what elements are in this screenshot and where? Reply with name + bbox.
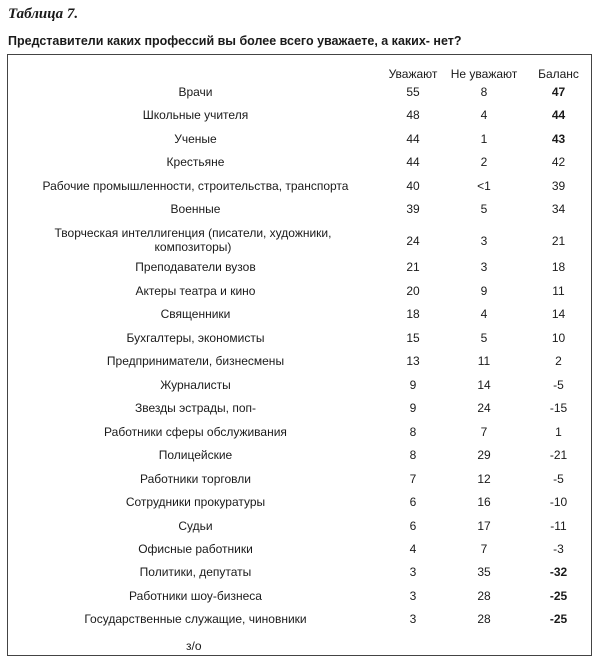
balance-cell: 44 <box>551 108 566 122</box>
not-respect-cell: 16 <box>477 495 491 509</box>
profession-cell: Актеры театра и кино <box>135 284 256 298</box>
not-respect-cell: 17 <box>477 519 491 533</box>
profession-cell: Работники сферы обслуживания <box>104 425 287 439</box>
profession-cell: Полицейские <box>158 448 233 462</box>
not-respect-cell: 3 <box>480 234 488 248</box>
balance-cell: -5 <box>553 472 564 486</box>
balance-cell: 43 <box>551 132 566 146</box>
profession-cell: Судьи <box>178 519 213 533</box>
not-respect-cell: 11 <box>477 354 491 368</box>
header-not-respect: Не уважают <box>450 67 518 81</box>
respect-cell: 15 <box>406 331 420 345</box>
respect-cell: 48 <box>406 108 420 122</box>
respect-cell: 7 <box>409 472 417 486</box>
profession-cell: Предприниматели, бизнесмены <box>106 354 285 368</box>
balance-cell: 21 <box>551 234 566 248</box>
balance-cell: -11 <box>550 519 567 533</box>
not-respect-cell: <1 <box>477 179 491 193</box>
profession-cell: Государственные служащие, чиновники <box>84 612 307 626</box>
profession-cell: Политики, депутаты <box>139 565 252 579</box>
not-respect-cell: 24 <box>477 401 491 415</box>
not-respect-cell: 9 <box>480 284 488 298</box>
balance-cell: -25 <box>549 612 568 626</box>
not-respect-cell: 7 <box>480 542 488 556</box>
not-respect-cell: 14 <box>477 378 491 392</box>
respect-cell: 18 <box>406 307 420 321</box>
not-respect-cell: 4 <box>480 307 488 321</box>
profession-cell: Военные <box>170 202 221 216</box>
respect-cell: 24 <box>406 234 420 248</box>
balance-cell: 42 <box>551 155 566 169</box>
balance-cell: 11 <box>552 284 565 298</box>
respect-cell: 40 <box>406 179 420 193</box>
data-table <box>7 54 592 656</box>
profession-cell: Преподаватели вузов <box>135 260 256 274</box>
balance-cell: 47 <box>551 85 566 99</box>
profession-cell: Ученые <box>174 132 217 146</box>
respect-cell: 9 <box>409 378 417 392</box>
profession-cell: Творческая интеллигенция (писатели, художники, композиторы) <box>54 226 332 254</box>
balance-cell: 10 <box>551 331 566 345</box>
respect-cell: 20 <box>406 284 420 298</box>
not-respect-cell: 4 <box>480 108 488 122</box>
respect-cell: 3 <box>409 612 417 626</box>
profession-cell: Бухгалтеры, экономисты <box>126 331 265 345</box>
respect-cell: 6 <box>409 495 417 509</box>
profession-cell: Крестьяне <box>166 155 225 169</box>
balance-cell: 2 <box>555 354 562 368</box>
profession-cell: Работники торговли <box>140 472 251 486</box>
table-heading: Представители каких профессий вы более всего уважаете, а каких- нет? <box>8 34 462 48</box>
profession-cell: Школьные учителя <box>142 108 249 122</box>
balance-cell: 34 <box>551 202 566 216</box>
not-respect-cell: 8 <box>480 85 488 99</box>
balance-cell: -10 <box>549 495 568 509</box>
respect-cell: 9 <box>409 401 417 415</box>
table-footer-note: з/о <box>186 639 202 653</box>
balance-cell: -15 <box>549 401 568 415</box>
respect-cell: 55 <box>406 85 420 99</box>
not-respect-cell: 12 <box>477 472 491 486</box>
balance-cell: 18 <box>551 260 566 274</box>
respect-cell: 44 <box>406 132 420 146</box>
balance-cell: -21 <box>549 448 568 462</box>
respect-cell: 8 <box>409 448 417 462</box>
balance-cell: 14 <box>551 307 566 321</box>
balance-cell: -32 <box>549 565 568 579</box>
respect-cell: 21 <box>406 260 420 274</box>
respect-cell: 39 <box>406 202 420 216</box>
profession-cell: Священники <box>160 307 231 321</box>
profession-cell: Офисные работники <box>138 542 253 556</box>
respect-cell: 13 <box>406 354 420 368</box>
respect-cell: 3 <box>409 589 417 603</box>
balance-cell: -5 <box>553 378 564 392</box>
respect-cell: 6 <box>409 519 417 533</box>
profession-cell: Звезды эстрады, поп- <box>134 401 257 415</box>
profession-cell: Рабочие промышленности, строительства, транспорта <box>42 179 349 193</box>
respect-cell: 4 <box>409 542 417 556</box>
not-respect-cell: 3 <box>480 260 488 274</box>
not-respect-cell: 7 <box>480 425 488 439</box>
balance-cell: 39 <box>551 179 566 193</box>
not-respect-cell: 35 <box>477 565 491 579</box>
not-respect-cell: 5 <box>480 331 488 345</box>
respect-cell: 3 <box>409 565 417 579</box>
balance-cell: -3 <box>553 542 564 556</box>
profession-cell: Врачи <box>178 85 213 99</box>
respect-cell: 8 <box>409 425 417 439</box>
table-caption: Таблица 7. <box>8 6 79 22</box>
header-respect: Уважают <box>388 67 438 81</box>
profession-cell: Сотрудники прокуратуры <box>125 495 266 509</box>
header-balance: Баланс <box>538 67 579 81</box>
not-respect-cell: 28 <box>477 612 491 626</box>
not-respect-cell: 29 <box>477 448 491 462</box>
balance-cell: 1 <box>555 425 562 439</box>
not-respect-cell: 2 <box>480 155 488 169</box>
balance-cell: -25 <box>549 589 568 603</box>
respect-cell: 44 <box>406 155 420 169</box>
header-row <box>8 67 591 83</box>
not-respect-cell: 1 <box>480 132 488 146</box>
not-respect-cell: 28 <box>477 589 491 603</box>
profession-cell: Журналисты <box>160 378 231 392</box>
profession-cell: Работники шоу-бизнеса <box>129 589 262 603</box>
not-respect-cell: 5 <box>480 202 488 216</box>
